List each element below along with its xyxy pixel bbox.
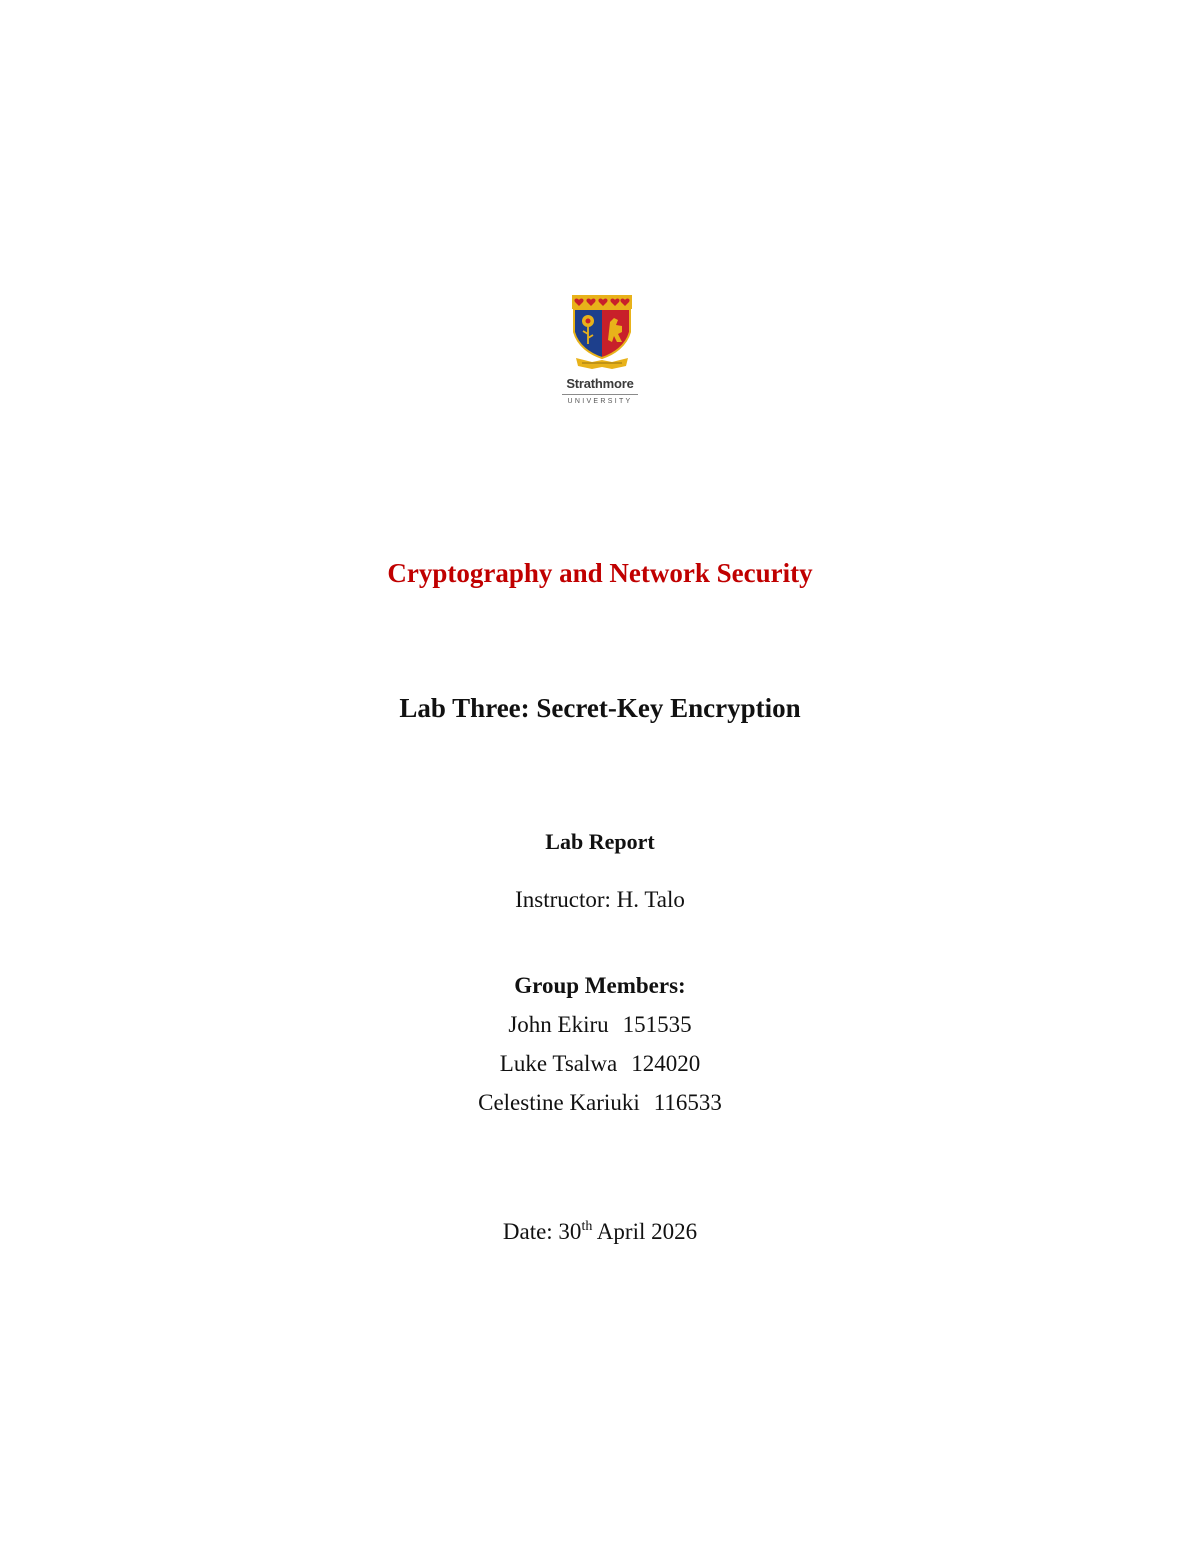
member-name: Luke Tsalwa (499, 1051, 618, 1076)
lab-title: Lab Three: Secret-Key Encryption (399, 693, 801, 723)
group-members-heading: Group Members: (514, 973, 686, 998)
member-id: 151535 (622, 1012, 692, 1037)
group-member (0, 1051, 1200, 1077)
member-id: 116533 (653, 1090, 722, 1115)
report-label: Lab Report (545, 829, 655, 854)
date-line (0, 1219, 1200, 1245)
course-title: Cryptography and Network Security (387, 558, 813, 588)
member-name: Celestine Kariuki (478, 1090, 640, 1115)
date-ordinal-suffix: th (581, 1219, 593, 1234)
group-member (0, 1090, 1200, 1116)
instructor-line: Instructor: H. Talo (515, 887, 685, 912)
date-prefix: Date: 30 (502, 1219, 582, 1244)
logo-wordmark: Strathmore (566, 376, 634, 391)
group-member (0, 1012, 1200, 1038)
logo-divider (562, 394, 638, 395)
member-id: 124020 (631, 1051, 701, 1076)
coat-of-arms-icon (552, 292, 648, 372)
date-rest: April 2026 (592, 1219, 698, 1244)
logo-subtitle: UNIVERSITY (567, 398, 633, 405)
university-logo (552, 292, 648, 414)
member-name: John Ekiru (508, 1012, 609, 1037)
